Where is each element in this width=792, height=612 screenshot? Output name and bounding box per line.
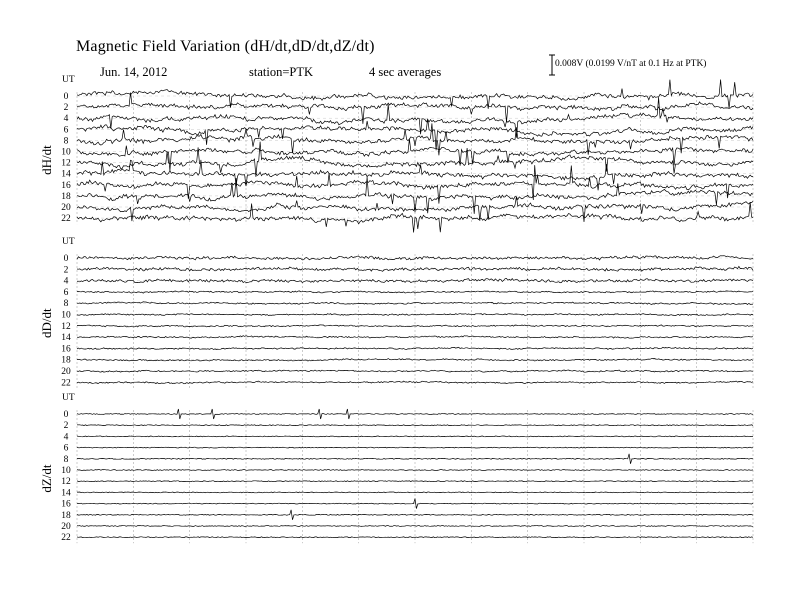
row-label: 18 — [61, 510, 71, 521]
row-label: 22 — [61, 533, 71, 544]
row-label: 12 — [61, 321, 71, 332]
scale-note: 0.008V (0.0199 V/nT at 0.1 Hz at PTK) — [555, 59, 707, 69]
row-label: 6 — [63, 125, 69, 136]
trace-dZdt-11 — [77, 537, 753, 538]
row-label: 16 — [61, 180, 71, 191]
row-label: 4 — [63, 276, 69, 287]
ut-label: UT — [62, 75, 75, 85]
grid — [77, 92, 753, 543]
trace-dZdt-7 — [77, 492, 753, 493]
trace-dZdt-5 — [77, 470, 753, 471]
row-label: 4 — [63, 432, 69, 443]
station-label: station=PTK — [249, 65, 313, 79]
row-label: 2 — [63, 421, 69, 432]
date-label: Jun. 14, 2012 — [100, 65, 168, 79]
row-label: 12 — [61, 477, 71, 488]
row-label: 20 — [61, 203, 71, 213]
row-label: 8 — [63, 299, 69, 310]
row-label: 10 — [61, 147, 71, 158]
ut-label: UT — [62, 393, 75, 403]
trace-dZdt-2 — [77, 436, 753, 437]
panel-ylabel: dD/dt — [39, 308, 54, 338]
row-label: 14 — [61, 169, 71, 180]
row-label: 22 — [61, 214, 71, 225]
row-label: 20 — [61, 522, 71, 532]
trace-dZdt-1 — [77, 425, 753, 426]
row-label: 8 — [63, 136, 69, 147]
row-label: 16 — [61, 499, 71, 510]
trace-dZdt-6 — [77, 481, 753, 482]
trace-dHdt-5 — [77, 139, 753, 171]
row-label: 12 — [61, 158, 71, 169]
row-label: 18 — [61, 191, 71, 202]
labels — [39, 75, 75, 543]
row-label: 16 — [61, 344, 71, 355]
row-label: 10 — [61, 310, 71, 321]
row-label: 2 — [63, 265, 69, 276]
row-label: 10 — [61, 466, 71, 476]
trace-dHdt-6 — [77, 142, 753, 177]
row-label: 6 — [63, 443, 69, 454]
row-label: 8 — [63, 454, 69, 465]
row-label: 22 — [61, 378, 71, 389]
row-label: 18 — [61, 355, 71, 366]
trace-dDdt-7 — [77, 336, 753, 339]
row-label: 0 — [63, 410, 69, 420]
row-label: 14 — [61, 333, 71, 344]
row-label: 20 — [61, 367, 71, 377]
panel-ylabel: dH/dt — [39, 145, 54, 175]
row-label: 2 — [63, 103, 69, 114]
row-label: 14 — [61, 488, 71, 499]
averaging-label: 4 sec averages — [369, 65, 442, 79]
ut-label: UT — [62, 237, 75, 247]
panel-ylabel: dZ/dt — [39, 464, 54, 493]
row-label: 0 — [63, 92, 69, 102]
row-label: 0 — [63, 254, 69, 264]
row-label: 6 — [63, 287, 69, 298]
chart-title: Magnetic Field Variation (dH/dt,dD/dt,dZ/dt) — [76, 38, 375, 55]
row-label: 4 — [63, 114, 69, 125]
